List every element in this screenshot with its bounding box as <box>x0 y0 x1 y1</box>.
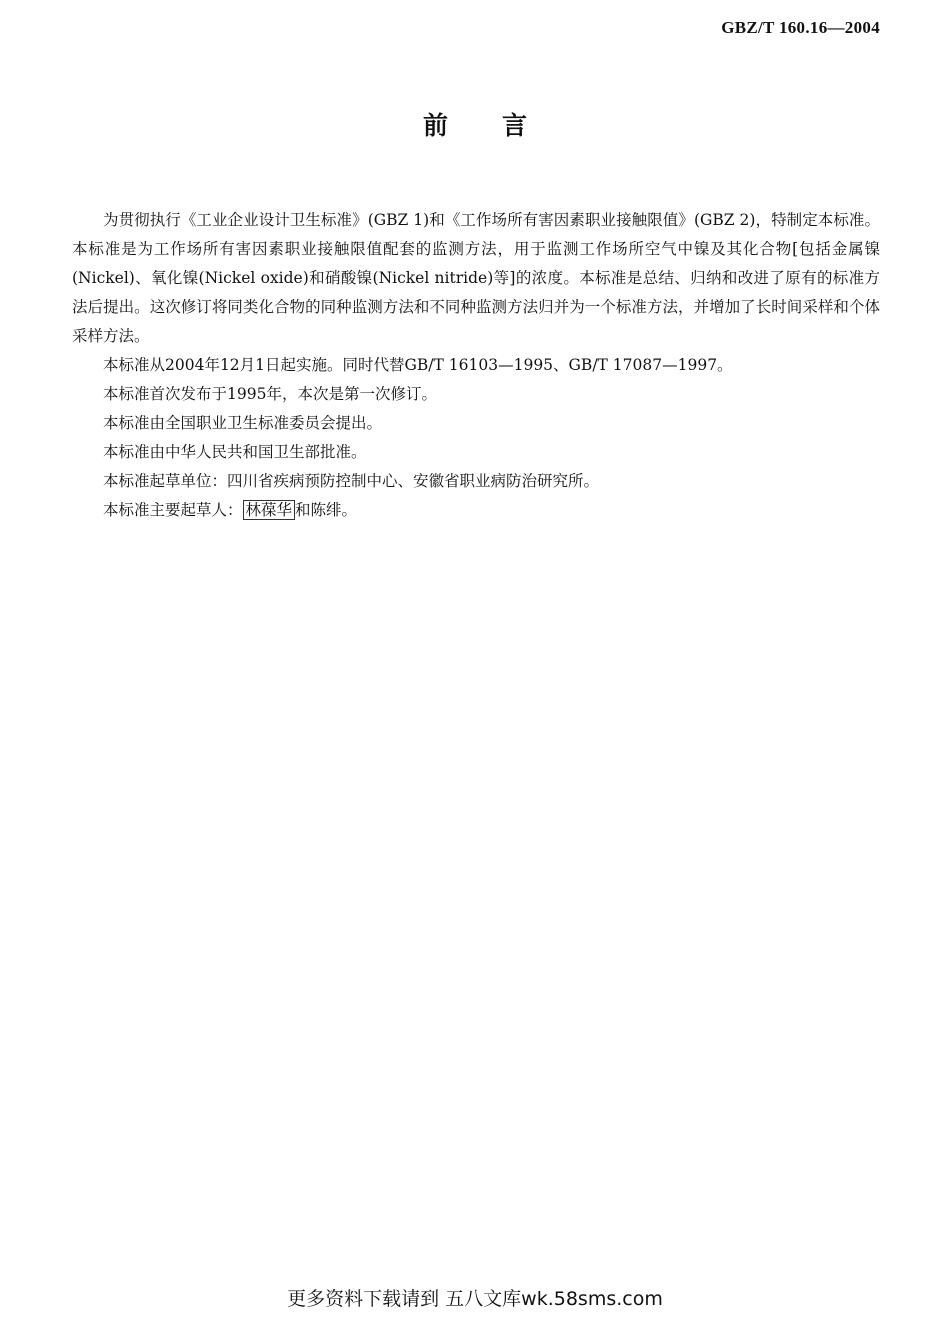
download-footer: 更多资料下载请到 五八文库wk.58sms.com <box>287 1288 663 1310</box>
paragraph-first-issue: 本标准首次发布于1995年，本次是第一次修订。 <box>103 385 437 403</box>
paragraph-drafting-units: 本标准起草单位：四川省疾病预防控制中心、安徽省职业病防治研究所。 <box>103 472 600 490</box>
drafters-suffix: 和陈绯。 <box>295 501 358 519</box>
drafters-prefix: 本标准主要起草人： <box>103 501 243 519</box>
drafter-name-boxed: 林葆华 <box>243 500 296 520</box>
standard-code: GBZ/T 160.16—2004 <box>721 18 880 37</box>
paragraph-purpose: 为贯彻执行《工业企业设计卫生标准》(GBZ 1)和《工作场所有害因素职业接触限值》(GBZ 2)，特制定本标准。本标准是为工作场所有害因素职业接触限值配套的监测方法，用于监测工作场所空气中镍及其化合物[包括金属镍(Nickel)、氧化镍(Nickel oxide)和硝酸镍(Nickel nitride)等]的浓度。本标准是总结、归纳和改进了原有的标准方法后提出。这次修订将同类化合物的同种监测方法和不同种监测方法归并为一个标准方法，并增加了长时间采样和个体采样方法。 <box>72 211 880 345</box>
paragraph-approver: 本标准由中华人民共和国卫生部批准。 <box>103 443 367 461</box>
paragraph-effective-date: 本标准从2004年12月1日起实施。同时代替GB/T 16103—1995、GB/T 17087—1997。 <box>103 356 733 374</box>
paragraph-proposer: 本标准由全国职业卫生标准委员会提出。 <box>103 414 383 432</box>
page-title: 前言 <box>422 111 581 140</box>
paragraph-drafters <box>72 496 880 525</box>
preface-body <box>72 206 880 525</box>
